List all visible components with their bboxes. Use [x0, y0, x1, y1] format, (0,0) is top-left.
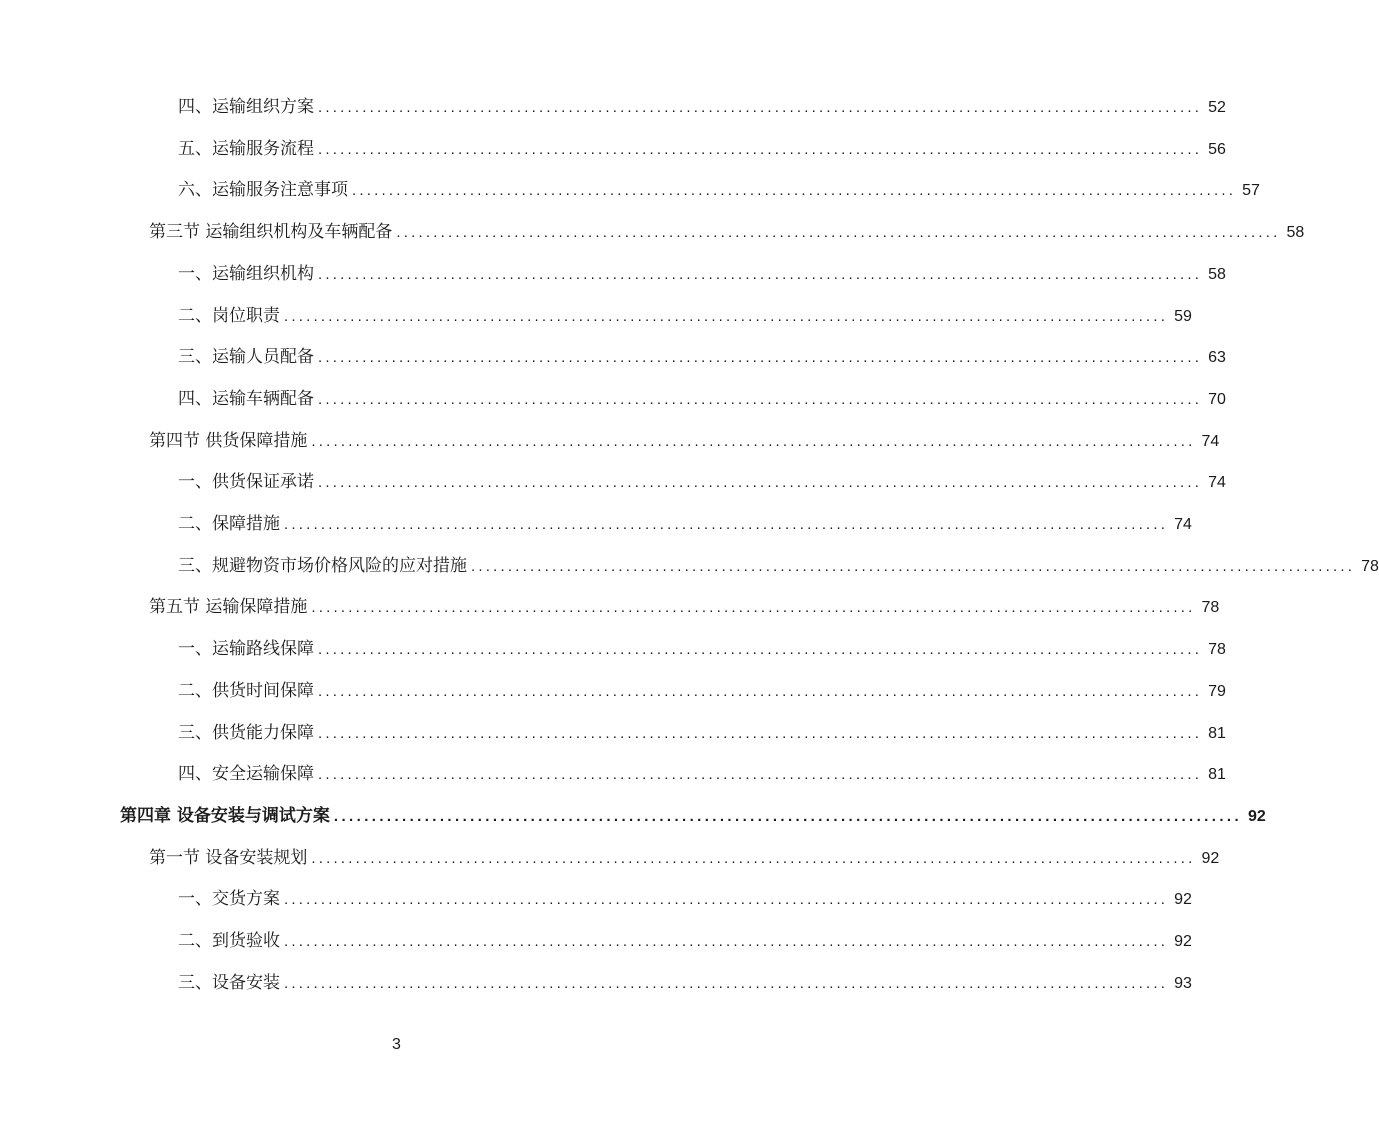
toc-entry-title: 二、供货时间保障 — [178, 681, 314, 701]
toc-entry[interactable] — [178, 346, 1226, 369]
toc-dot-leader: ........................................................................................................................ — [311, 433, 1196, 450]
toc-entry-page: 58 — [1286, 224, 1305, 241]
toc-entry[interactable] — [149, 221, 1305, 244]
toc-entry[interactable] — [178, 722, 1226, 745]
toc-dot-leader: ........................................................................................................................ — [471, 558, 1356, 575]
toc-entry-title: 第三节 运输组织机构及车辆配备 — [149, 222, 393, 242]
toc-entry-title: 二、保障措施 — [178, 514, 280, 534]
toc-entry-page: 74 — [1174, 516, 1192, 533]
toc-entry-title: 一、供货保证承诺 — [178, 472, 314, 492]
toc-dot-leader: ........................................................................................................................ — [318, 641, 1203, 658]
toc-entry-page: 70 — [1208, 391, 1226, 408]
toc-entry-page: 81 — [1208, 766, 1226, 783]
toc-entry[interactable] — [178, 138, 1226, 161]
toc-dot-leader: ........................................................................................................................ — [318, 766, 1203, 783]
toc-entry[interactable] — [178, 972, 1192, 995]
toc-dot-leader: ........................................................................................................................ — [318, 349, 1203, 366]
toc-entry[interactable] — [178, 888, 1192, 911]
toc-entry-title: 四、运输车辆配备 — [178, 389, 314, 409]
toc-dot-leader: ........................................................................................................................ — [284, 891, 1169, 908]
toc-entry[interactable] — [178, 680, 1226, 703]
toc-entry[interactable] — [178, 555, 1379, 578]
toc-entry-title: 三、规避物资市场价格风险的应对措施 — [178, 556, 467, 576]
toc-entry-title: 二、岗位职责 — [178, 306, 280, 326]
toc-entry-title: 三、供货能力保障 — [178, 723, 314, 743]
toc-entry-page: 59 — [1174, 308, 1192, 325]
toc-entry-title: 一、运输组织机构 — [178, 264, 314, 284]
toc-entry-page: 92 — [1201, 850, 1220, 867]
toc-dot-leader: ........................................................................................................................ — [318, 725, 1203, 742]
toc-entry-title: 第四章 设备安装与调试方案 — [120, 806, 330, 826]
toc-entry[interactable] — [149, 430, 1220, 453]
toc-entry-page: 78 — [1201, 599, 1220, 616]
toc-entry[interactable] — [149, 847, 1220, 870]
toc-entry-title: 三、运输人员配备 — [178, 347, 314, 367]
toc-dot-leader: ........................................................................................................................ — [311, 599, 1196, 616]
toc-entry-page: 57 — [1242, 182, 1260, 199]
toc-dot-leader: ........................................................................................................................ — [396, 224, 1281, 241]
toc-entry-title: 六、运输服务注意事项 — [178, 180, 348, 200]
toc-dot-leader: ........................................................................................................................ — [311, 850, 1196, 867]
toc-entry-page: 52 — [1208, 99, 1226, 116]
toc-entry-title: 五、运输服务流程 — [178, 139, 314, 159]
toc-entry-page: 78 — [1361, 558, 1379, 575]
toc-entry-page: 81 — [1208, 725, 1226, 742]
toc-dot-leader: ........................................................................................................................ — [284, 308, 1169, 325]
toc-dot-leader: ........................................................................................................................ — [284, 516, 1169, 533]
toc-entry[interactable] — [178, 388, 1226, 411]
toc-entry[interactable] — [178, 305, 1192, 328]
toc-entry-page: 78 — [1208, 641, 1226, 658]
toc-entry-page: 92 — [1174, 933, 1192, 950]
toc-entry-page: 92 — [1248, 808, 1266, 825]
toc-entry-title: 一、交货方案 — [178, 889, 280, 909]
toc-entry-title: 第四节 供货保障措施 — [149, 431, 308, 451]
toc-entry-title: 第一节 设备安装规划 — [149, 848, 308, 868]
toc-entry-title: 第五节 运输保障措施 — [149, 597, 308, 617]
toc-entry[interactable] — [149, 596, 1220, 619]
toc-entry[interactable] — [178, 96, 1226, 119]
toc-entry-page: 79 — [1208, 683, 1226, 700]
toc-entry-page: 58 — [1208, 266, 1226, 283]
toc-entry[interactable] — [178, 179, 1260, 202]
toc-entry-page: 93 — [1174, 975, 1192, 992]
toc-dot-leader: ........................................................................................................................ — [352, 182, 1237, 199]
toc-entry-page: 74 — [1208, 474, 1226, 491]
toc-entry-page: 92 — [1174, 891, 1192, 908]
toc-entry[interactable] — [178, 513, 1192, 536]
toc-entry-title: 四、安全运输保障 — [178, 764, 314, 784]
toc-entry-title: 三、设备安装 — [178, 973, 280, 993]
toc-entry-page: 56 — [1208, 141, 1226, 158]
toc-dot-leader: ........................................................................................................................ — [318, 266, 1203, 283]
toc-dot-leader: ........................................................................................................................ — [318, 683, 1203, 700]
toc-entry[interactable] — [178, 763, 1226, 786]
toc-dot-leader: ........................................................................................................................ — [318, 141, 1203, 158]
toc-entry[interactable] — [178, 471, 1226, 494]
page-number: 3 — [392, 1036, 401, 1053]
toc-entry-page: 74 — [1201, 433, 1220, 450]
toc-dot-leader: ........................................................................................................................ — [284, 975, 1169, 992]
toc-entry[interactable] — [120, 805, 1266, 828]
toc-dot-leader: ........................................................................................................................ — [318, 99, 1203, 116]
toc-dot-leader: ........................................................................................................................ — [318, 474, 1203, 491]
toc-dot-leader: ........................................................................................................................ — [318, 391, 1203, 408]
toc-entry[interactable] — [178, 263, 1226, 286]
toc-entry-page: 63 — [1208, 349, 1226, 366]
toc-entry-title: 二、到货验收 — [178, 931, 280, 951]
toc-entry[interactable] — [178, 930, 1192, 953]
toc-dot-leader: ........................................................................................................................ — [333, 808, 1243, 825]
toc-entry-title: 一、运输路线保障 — [178, 639, 314, 659]
toc-entry-title: 四、运输组织方案 — [178, 97, 314, 117]
toc-entry[interactable] — [178, 638, 1226, 661]
toc-dot-leader: ........................................................................................................................ — [284, 933, 1169, 950]
